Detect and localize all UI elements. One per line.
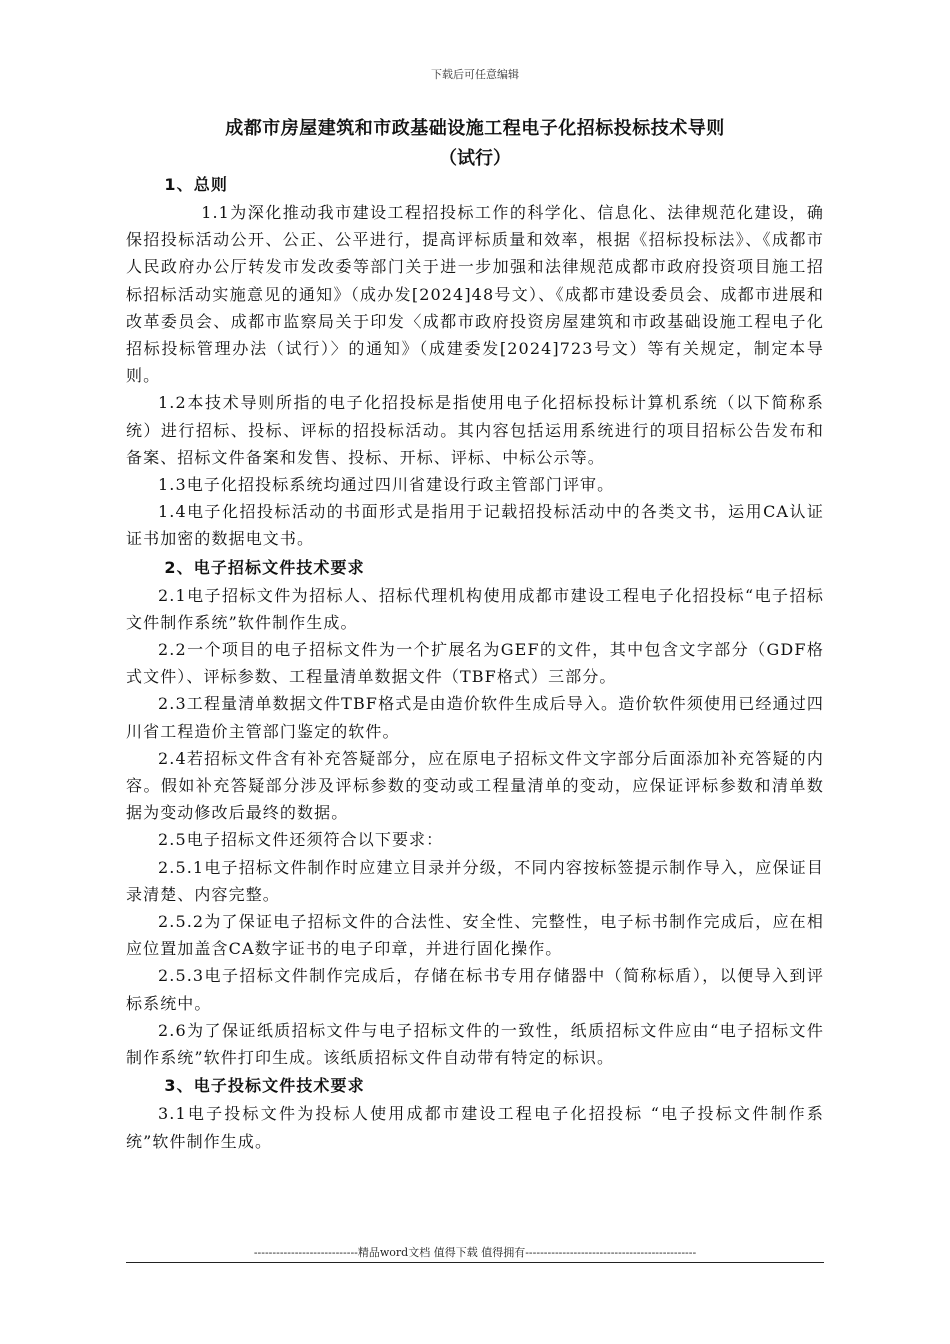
section-heading-general: 1、总则 [164,175,228,194]
paragraph-2-5-1: 2.5.1电子招标文件制作时应建立目录并分级，不同内容按标签提示制作导入，应保证目录清楚、内容完整。 [126,857,824,904]
page-footer-text: ----------------------------精品word文档 值得下载 值得拥有---------------------------------------------- [253,1246,697,1259]
page-header-note: 下载后可任意编辑 [431,68,519,81]
paragraph-2-3: 2.3工程量清单数据文件TBF格式是由造价软件生成后导入。造价软件须使用已经通过四川省工程造价主管部门鉴定的软件。 [126,694,824,741]
section-heading-bid-docs: 3、电子投标文件技术要求 [164,1076,365,1096]
paragraph-2-4: 2.4若招标文件含有补充答疑部分，应在原电子招标文件文字部分后面添加补充答疑的内容。假如补充答疑部分涉及评标参数的变动或工程量清单的变动，应保证评标参数和清单数据为变动修改后最终的数据。 [126,748,824,823]
paragraph-2-5-2: 2.5.2为了保证电子招标文件的合法性、安全性、完整性，电子标书制作完成后，应在相应位置加盖含CA数字证书的电子印章，并进行固化操作。 [126,912,824,959]
paragraph-1-1: 1.1为深化推动我市建设工程招投标工作的科学化、信息化、法律规范化建设，确保招投标活动公开、公正、公平进行，提高评标质量和效率，根据《招标投标法》、《成都市人民政府办公厅转发市发改委等部门关于进一步加强和法律规范成都市政府投资项目施工招标招标活动实施意见的通知》（成办发[2024]48号文）、《成都市建设委员会、成都市进展和改革委员会、成都市监察局关于印发〈成都市政府投资房屋建筑和市政基础设施工程电子化招标投标管理办法（试行）〉的通知》（成建委发[2024]723号文）等有关规定，制定本导则。 [126,203,824,386]
document-title: 成都市房屋建筑和市政基础设施工程电子化招标投标技术导则 [225,118,725,139]
paragraph-2-2: 2.2一个项目的电子招标文件为一个扩展名为GEF的文件，其中包含文字部分（GDF格式文件）、评标参数、工程量清单数据文件（TBF格式）三部分。 [126,640,824,687]
paragraph-3-1: 3.1电子投标文件为投标人使用成都市建设工程电子化招投标 “电子投标文件制作系统”软件制作生成。 [126,1104,824,1151]
paragraph-2-1: 2.1电子招标文件为招标人、招标代理机构使用成都市建设工程电子化招投标“电子招标文件制作系统”软件制作生成。 [126,585,824,632]
document-subtitle: （试行） [439,148,511,169]
document-body [126,170,824,1155]
paragraph-1-4: 1.4电子化招投标活动的书面形式是指用于记载招投标活动中的各类文书，运用CA认证证书加密的数据电文书。 [126,502,824,549]
paragraph-1-2: 1.2本技术导则所指的电子化招投标是指使用电子化招标投标计算机系统（以下简称系统）进行招标、投标、评标的招投标活动。其内容包括运用系统进行的项目招标公告发布和备案、招标文件备案和发售、投标、开标、评标、中标公示等。 [126,393,824,467]
section-heading-tender-docs: 2、电子招标文件技术要求 [164,557,365,577]
footer-divider [126,1262,824,1263]
paragraph-1-3: 1.3电子化招投标系统均通过四川省建设行政主管部门评审。 [158,475,615,495]
paragraph-2-5: 2.5电子招标文件还须符合以下要求： [158,830,444,850]
paragraph-2-5-3: 2.5.3电子招标文件制作完成后，存储在标书专用存储器中（简称标盾），以便导入到评标系统中。 [126,966,824,1013]
paragraph-2-6: 2.6为了保证纸质招标文件与电子招标文件的一致性，纸质招标文件应由“电子招标文件制作系统”软件打印生成。该纸质招标文件自动带有特定的标识。 [126,1020,824,1068]
